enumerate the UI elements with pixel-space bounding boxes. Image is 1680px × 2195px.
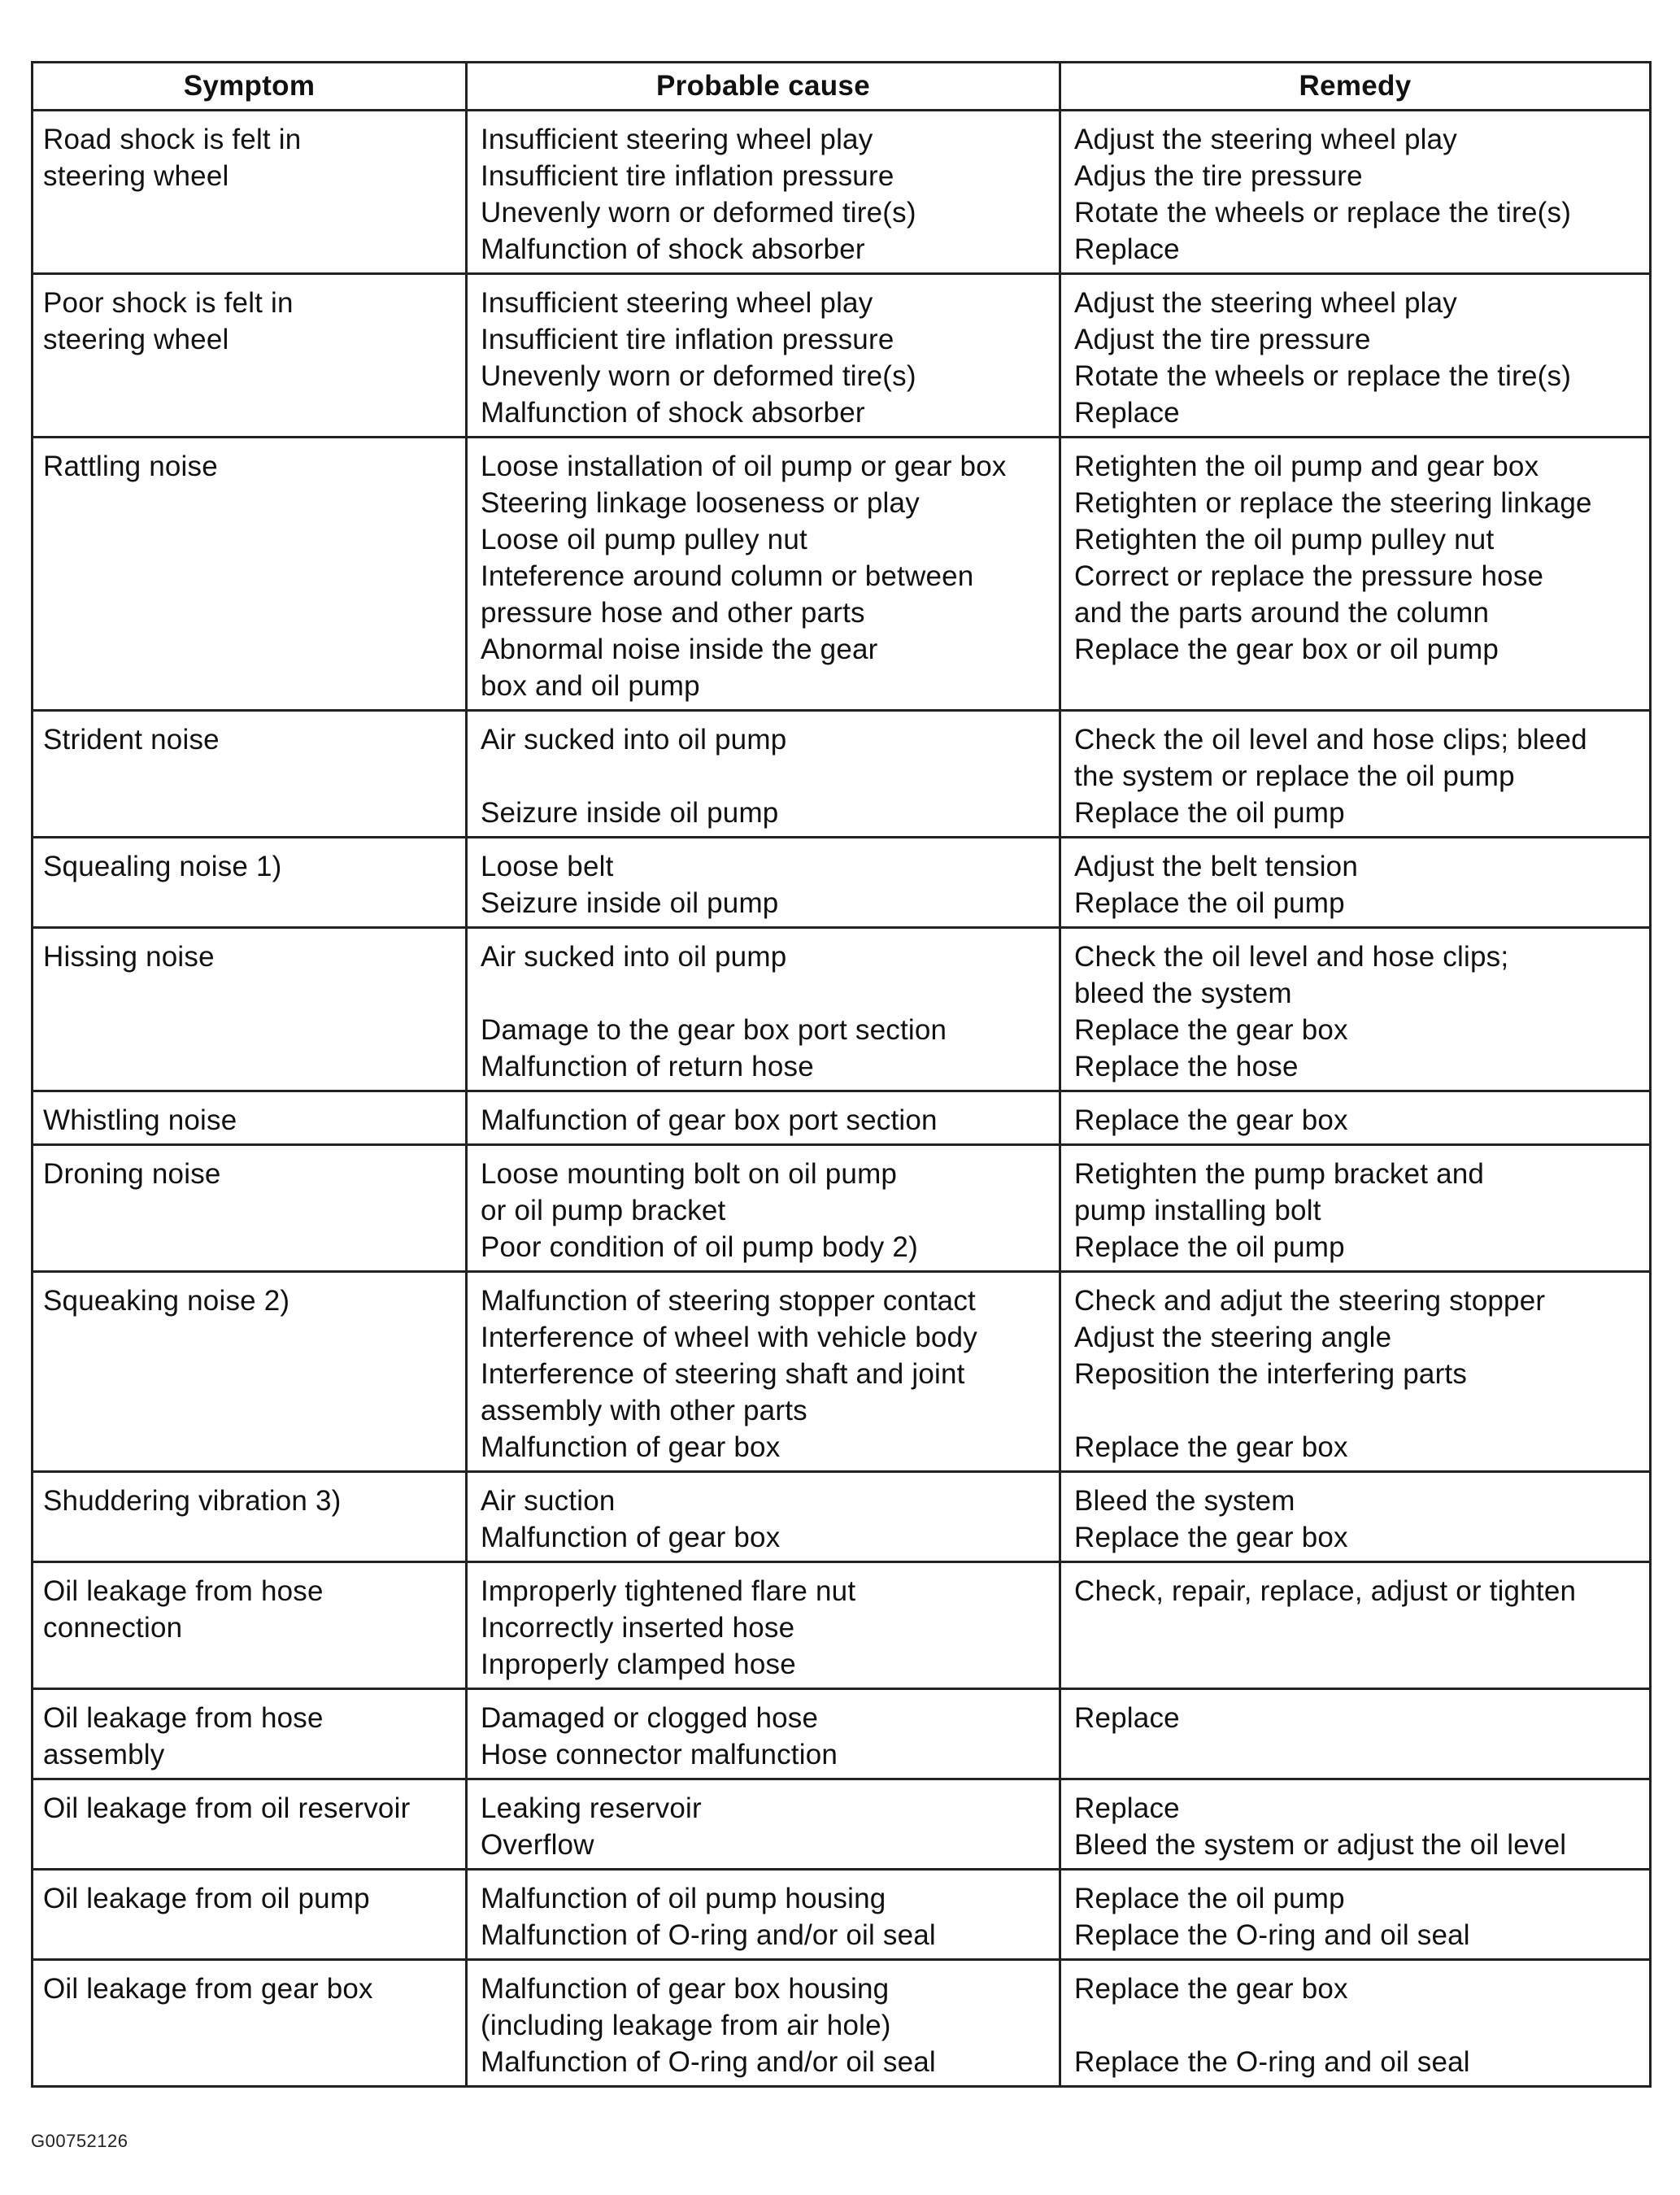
- remedy-cell: Replace the oil pump Replace the O-ring and oil seal: [1060, 1870, 1651, 1960]
- probable-cause-cell: Malfunction of steering stopper contact Interference of wheel with vehicle body Interference of steering shaft and joint assembly with other parts Malfunction of gear box: [467, 1272, 1060, 1472]
- remedy-cell: Replace the gear box: [1060, 1091, 1651, 1145]
- symptom-cell: Droning noise: [33, 1145, 467, 1272]
- remedy-cell: Retighten the oil pump and gear box Retighten or replace the steering linkage Retighten the oil pump pulley nut Correct or replace the pressure hose and the parts around the column Replace the gear box or oil pump: [1060, 438, 1651, 711]
- remedy-cell: Replace: [1060, 1689, 1651, 1779]
- table-row: [33, 438, 1651, 711]
- remedy-cell: Replace Bleed the system or adjust the oil level: [1060, 1779, 1651, 1870]
- symptom-cell: Road shock is felt in steering wheel: [33, 111, 467, 274]
- symptom-cell: Oil leakage from gear box: [33, 1960, 467, 2087]
- symptom-cell: Strident noise: [33, 711, 467, 838]
- table-row: [33, 1960, 1651, 2087]
- troubleshooting-table: [31, 61, 1652, 2088]
- remedy-cell: Adjust the steering wheel play Adjus the tire pressure Rotate the wheels or replace the tire(s) Replace: [1060, 111, 1651, 274]
- remedy-cell: Adjust the belt tension Replace the oil pump: [1060, 838, 1651, 928]
- remedy-cell: Bleed the system Replace the gear box: [1060, 1472, 1651, 1562]
- table-body: [33, 111, 1651, 2087]
- probable-cause-cell: Damaged or clogged hose Hose connector malfunction: [467, 1689, 1060, 1779]
- probable-cause-cell: Malfunction of gear box housing (including leakage from air hole) Malfunction of O-ring and/or oil seal: [467, 1960, 1060, 2087]
- table-row: [33, 838, 1651, 928]
- symptom-cell: Shuddering vibration 3): [33, 1472, 467, 1562]
- symptom-cell: Hissing noise: [33, 928, 467, 1091]
- remedy-cell: Check, repair, replace, adjust or tighten: [1060, 1562, 1651, 1689]
- probable-cause-cell: Air sucked into oil pump Damage to the gear box port section Malfunction of return hose: [467, 928, 1060, 1091]
- symptom-cell: Squeaking noise 2): [33, 1272, 467, 1472]
- probable-cause-cell: Loose installation of oil pump or gear box Steering linkage looseness or play Loose oil pump pulley nut Inteference around column or between pressure hose and other parts Abnormal noise inside the gear box and oil pump: [467, 438, 1060, 711]
- table-row: [33, 711, 1651, 838]
- probable-cause-cell: Loose belt Seizure inside oil pump: [467, 838, 1060, 928]
- probable-cause-cell: Insufficient steering wheel play Insufficient tire inflation pressure Unevenly worn or deformed tire(s) Malfunction of shock absorber: [467, 274, 1060, 438]
- probable-cause-cell: Air sucked into oil pump Seizure inside oil pump: [467, 711, 1060, 838]
- header-symptom: Symptom: [33, 63, 467, 111]
- symptom-cell: Whistling noise: [33, 1091, 467, 1145]
- header-remedy: Remedy: [1060, 63, 1651, 111]
- remedy-cell: Adjust the steering wheel play Adjust the tire pressure Rotate the wheels or replace the tire(s) Replace: [1060, 274, 1651, 438]
- figure-id: G00752126: [31, 2131, 128, 2151]
- probable-cause-cell: Improperly tightened flare nut Incorrectly inserted hose Inproperly clamped hose: [467, 1562, 1060, 1689]
- probable-cause-cell: Malfunction of oil pump housing Malfunction of O-ring and/or oil seal: [467, 1870, 1060, 1960]
- probable-cause-cell: Air suction Malfunction of gear box: [467, 1472, 1060, 1562]
- remedy-cell: Check and adjut the steering stopper Adjust the steering angle Reposition the interfering parts Replace the gear box: [1060, 1272, 1651, 1472]
- table-row: [33, 1689, 1651, 1779]
- symptom-cell: Oil leakage from oil reservoir: [33, 1779, 467, 1870]
- probable-cause-cell: Insufficient steering wheel play Insufficient tire inflation pressure Unevenly worn or deformed tire(s) Malfunction of shock absorber: [467, 111, 1060, 274]
- probable-cause-cell: Leaking reservoir Overflow: [467, 1779, 1060, 1870]
- table-row: [33, 928, 1651, 1091]
- table-row: [33, 1779, 1651, 1870]
- remedy-cell: Retighten the pump bracket and pump installing bolt Replace the oil pump: [1060, 1145, 1651, 1272]
- probable-cause-cell: Loose mounting bolt on oil pump or oil pump bracket Poor condition of oil pump body 2): [467, 1145, 1060, 1272]
- remedy-cell: Check the oil level and hose clips; bleed the system or replace the oil pump Replace the oil pump: [1060, 711, 1651, 838]
- header-probable-cause: Probable cause: [467, 63, 1060, 111]
- table-row: [33, 1870, 1651, 1960]
- symptom-cell: Rattling noise: [33, 438, 467, 711]
- symptom-cell: Squealing noise 1): [33, 838, 467, 928]
- symptom-cell: Oil leakage from hose assembly: [33, 1689, 467, 1779]
- remedy-cell: Replace the gear box Replace the O-ring and oil seal: [1060, 1960, 1651, 2087]
- table-row: [33, 111, 1651, 274]
- header-row: [33, 63, 1651, 111]
- table-row: [33, 274, 1651, 438]
- table-row: [33, 1562, 1651, 1689]
- table-row: [33, 1091, 1651, 1145]
- table-row: [33, 1145, 1651, 1272]
- symptom-cell: Poor shock is felt in steering wheel: [33, 274, 467, 438]
- remedy-cell: Check the oil level and hose clips; bleed the system Replace the gear box Replace the hose: [1060, 928, 1651, 1091]
- symptom-cell: Oil leakage from hose connection: [33, 1562, 467, 1689]
- probable-cause-cell: Malfunction of gear box port section: [467, 1091, 1060, 1145]
- symptom-cell: Oil leakage from oil pump: [33, 1870, 467, 1960]
- table-row: [33, 1272, 1651, 1472]
- table-row: [33, 1472, 1651, 1562]
